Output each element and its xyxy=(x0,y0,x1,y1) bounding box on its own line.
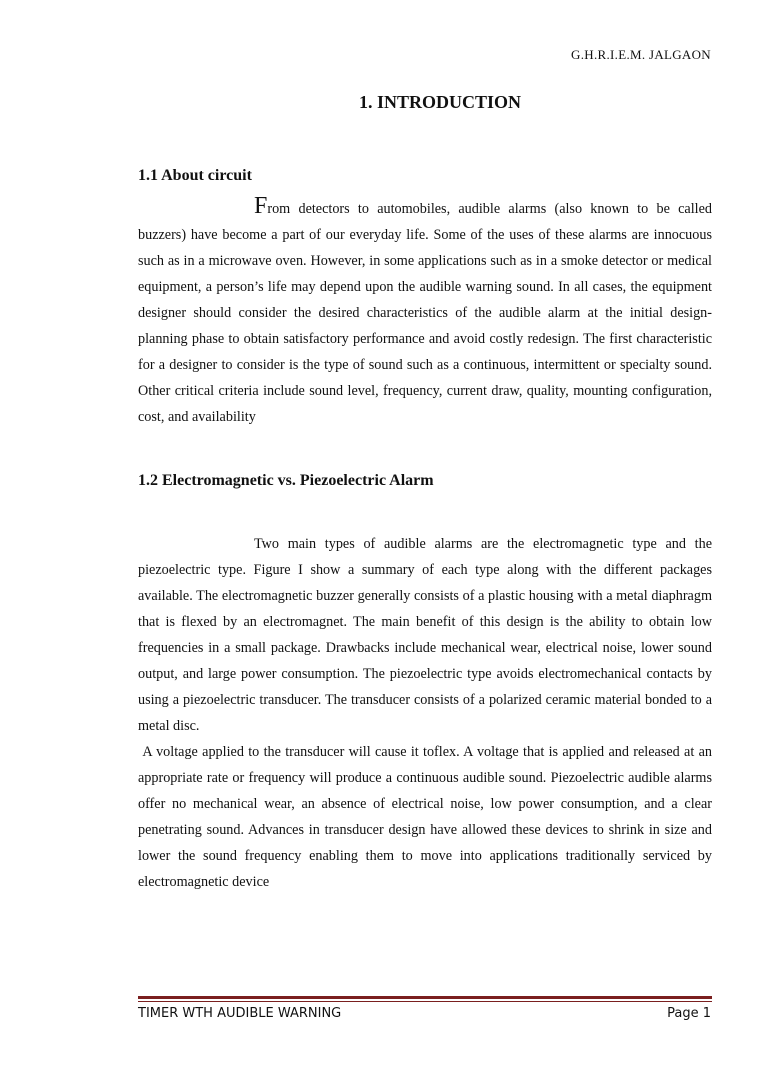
header-institution: G.H.R.I.E.M. JALGAON xyxy=(571,47,711,62)
footer-page-number: Page 1 xyxy=(667,1006,711,1021)
section1-text: rom detectors to automobiles, audible alarms (also known to be called buzzers) have become a part of our everyday life. Some of the uses of these alarms are innocuous such as in a microwave oven. However, in some applications such as in a smoke detector or medical equipment, a person’s life may depend upon the audible warning sound. In all cases, the equipment designer should consider the desired characteristics of the audible alarm at the initial design-planning phase to obtain satisfactory performance and avoid costly redesign. The first characteristic for a designer to consider is the type of sound such as a continuous, intermittent or specialty sound. Other critical criteria include sound level, frequency, current draw, quality, mounting configuration, cost, and availability xyxy=(138,201,712,425)
chapter-title: 1. INTRODUCTION xyxy=(358,92,522,112)
footer-project-title: TIMER WTH AUDIBLE WARNING xyxy=(138,1006,342,1021)
section-heading-about-circuit: 1.1 About circuit xyxy=(138,167,252,184)
section2-paragraph-2: A voltage applied to the transducer will cause it toflex. A voltage that is applied and released at an appropriate rate or frequency will produce a continuous audible sound. Piezoelectric audible alarms offer no mechanical wear, an absence of electrical noise, low power consumption, and a clear penetrating sound. Advances in transducer design have allowed these devices to shrink in size and lower the sound frequency enabling them to move into applications traditionally serviced by electromagnetic device xyxy=(138,744,716,890)
section1-paragraph xyxy=(138,193,712,430)
section2-paragraph-1: Two main types of audible alarms are the electromagnetic type and the piezoelectric type. Figure I show a summary of each type along with the different packages available. The electromagnetic buzzer generally consists of a plastic housing with a metal diaphragm that is flexed by an electromagnet. The main benefit of this design is the ability to obtain low frequencies in a small package. Drawbacks include mechanical wear, electrical noise, lower sound output, and large power consumption. The piezoelectric type avoids electromechanical contacts by using a piezoelectric transducer. The transducer consists of a polarized ceramic material bonded to a metal disc. xyxy=(138,536,712,734)
footer-rule-thin xyxy=(138,1001,712,1002)
section-heading-electromagnetic-vs-piezoelectric: 1.2 Electromagnetic vs. Piezoelectric Alarm xyxy=(138,472,434,489)
dropcap-letter: F xyxy=(254,193,268,219)
footer-rule-thick xyxy=(138,996,712,999)
section2-body xyxy=(138,531,716,895)
